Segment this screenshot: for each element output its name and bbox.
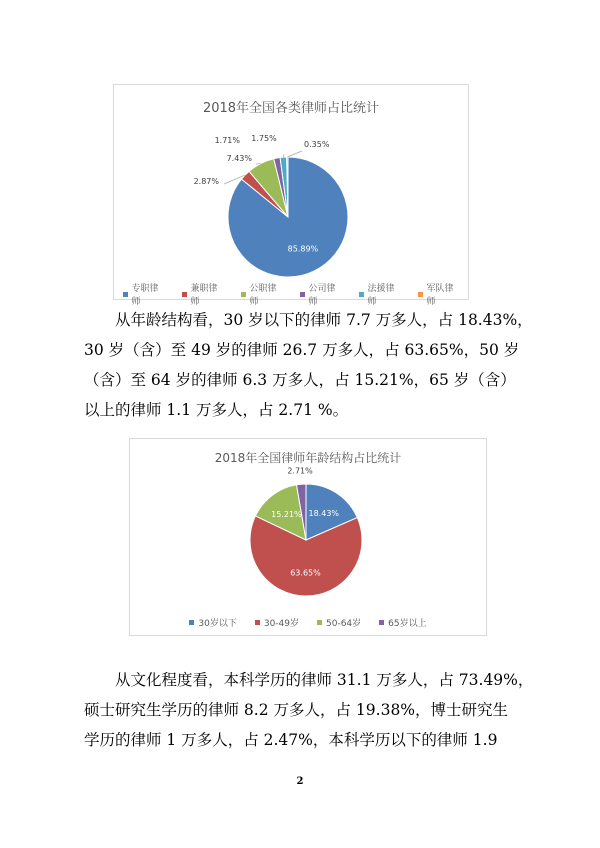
legend-label: 50-64岁 bbox=[326, 619, 362, 629]
legend-swatch bbox=[123, 292, 128, 297]
data-label: 85.89% bbox=[287, 244, 319, 254]
legend-item bbox=[255, 616, 299, 629]
paragraph-line: （含）至 64 岁的律师 6.3 万多人，占 15.21%，65 岁（含） bbox=[84, 371, 516, 389]
data-label: 2.71% bbox=[287, 466, 313, 476]
data-label: 63.65% bbox=[290, 568, 321, 578]
chart-title: 2018年全国律师年龄结构占比统计 bbox=[214, 451, 402, 465]
legend-label: 专职律师 bbox=[131, 284, 159, 307]
legend-swatch bbox=[182, 292, 187, 297]
legend-swatch bbox=[255, 620, 260, 625]
paragraph-education bbox=[84, 665, 534, 755]
page-number: 2 bbox=[296, 776, 304, 787]
data-label: 2.87% bbox=[193, 177, 219, 186]
legend-item bbox=[241, 281, 282, 307]
legend-label: 军队律师 bbox=[426, 284, 454, 307]
legend-swatch bbox=[241, 292, 246, 297]
legend-label: 30-49岁 bbox=[263, 619, 299, 629]
legend bbox=[114, 281, 468, 307]
paragraph-line: 硕士研究生学历的律师 8.2 万多人，占 19.38%，博士研究生 bbox=[84, 701, 509, 719]
legend-swatch bbox=[379, 620, 384, 625]
legend-label: 30岁以下 bbox=[198, 619, 237, 629]
legend-swatch bbox=[359, 292, 364, 297]
legend-swatch bbox=[189, 620, 194, 625]
legend-swatch bbox=[300, 292, 305, 297]
data-label: 15.21% bbox=[271, 510, 302, 520]
paragraph-age-structure bbox=[84, 305, 533, 425]
chart-lawyer-types bbox=[113, 84, 469, 307]
legend-item bbox=[189, 616, 236, 629]
pie-chart-lawyer-types bbox=[114, 113, 468, 293]
data-label: 1.75% bbox=[251, 134, 277, 143]
legend-item bbox=[379, 616, 426, 629]
leader-line bbox=[287, 151, 302, 157]
legend bbox=[130, 616, 486, 629]
paragraph-line: 从年龄结构看，30 岁以下的律师 7.7 万多人，占 18.43%， bbox=[115, 311, 533, 329]
chart-age-structure bbox=[129, 438, 487, 636]
data-label: 18.43% bbox=[308, 508, 340, 518]
paragraph-line: 30 岁（含）至 49 岁的律师 26.7 万多人，占 63.65%，50 岁 bbox=[84, 341, 520, 359]
legend-label: 公司律师 bbox=[308, 284, 336, 307]
paragraph-line: 从文化程度看，本科学历的律师 31.1 万多人，占 73.49%， bbox=[115, 671, 534, 689]
legend-item bbox=[317, 616, 361, 629]
legend-item bbox=[418, 281, 459, 307]
legend-item bbox=[182, 281, 223, 307]
legend-label: 法援律师 bbox=[367, 284, 395, 307]
legend-swatch bbox=[317, 620, 322, 625]
data-label: 0.35% bbox=[304, 140, 330, 149]
legend-label: 兼职律师 bbox=[190, 284, 218, 307]
legend-item bbox=[300, 281, 341, 307]
legend-label: 公职律师 bbox=[249, 284, 277, 307]
data-label: 1.71% bbox=[214, 136, 240, 145]
legend-swatch bbox=[418, 292, 423, 297]
legend-item bbox=[359, 281, 400, 307]
data-label: 7.43% bbox=[226, 154, 252, 163]
chart-title: 2018年全国各类律师占比统计 bbox=[202, 101, 380, 116]
legend-label: 65岁以上 bbox=[388, 619, 427, 629]
paragraph-line: 以上的律师 1.1 万多人，占 2.71 %。 bbox=[84, 401, 349, 419]
pie-chart-age-structure bbox=[130, 465, 486, 615]
paragraph-line: 学历的律师 1 万多人，占 2.47%，本科学历以下的律师 1.9 bbox=[84, 731, 498, 749]
legend-item bbox=[123, 281, 164, 307]
